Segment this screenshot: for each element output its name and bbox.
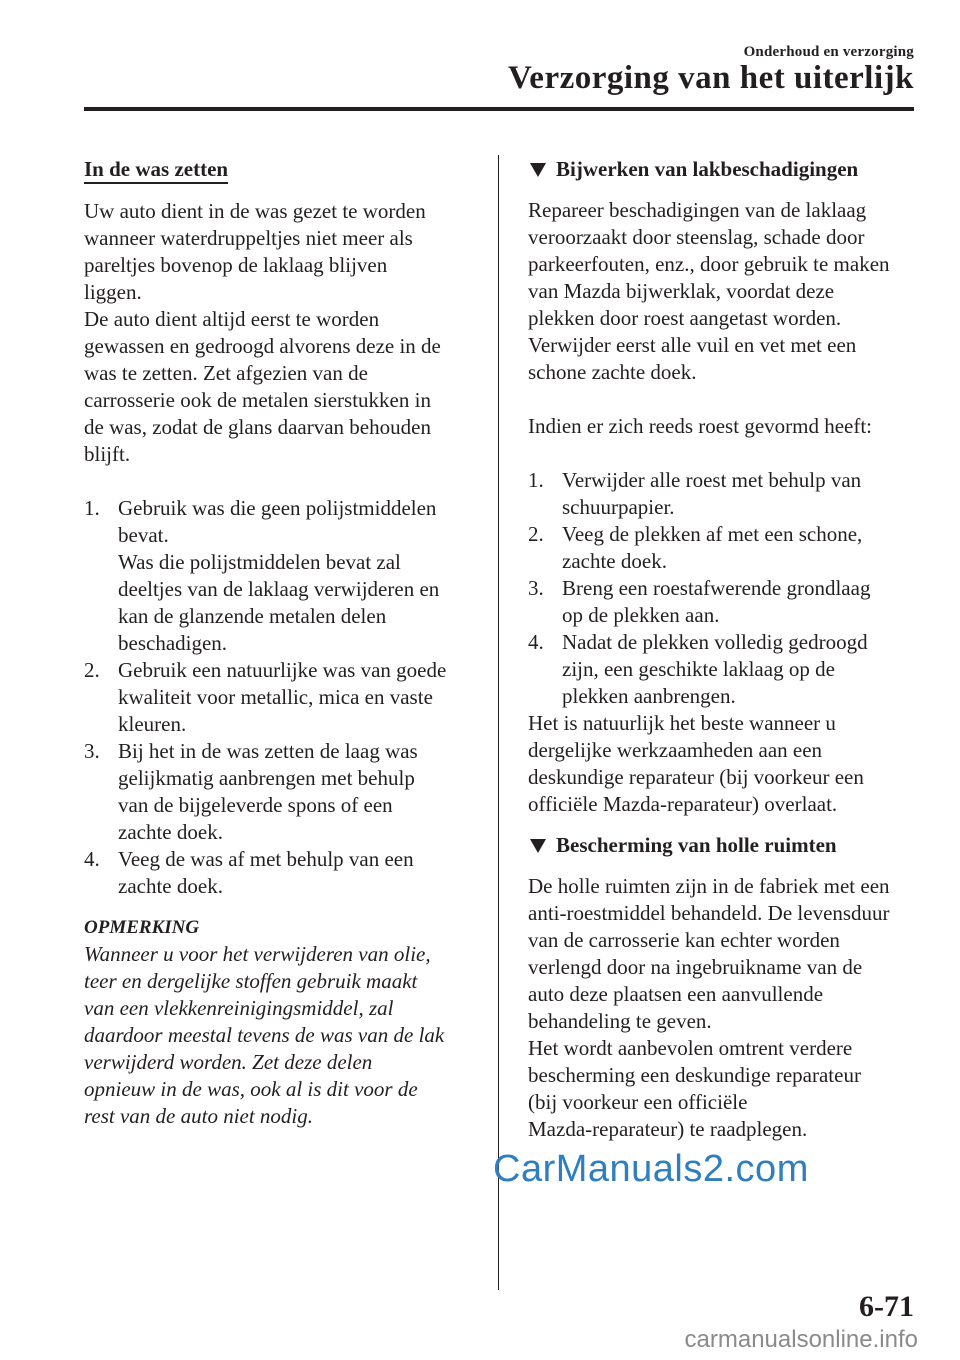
intro-paragraph — [84, 198, 476, 468]
step-number: 2. — [84, 658, 100, 682]
step-number: 3. — [84, 739, 100, 763]
note-title: OPMERKING — [84, 917, 200, 938]
right-column — [528, 156, 920, 1143]
waxing-steps-list — [84, 495, 476, 900]
text-line: carrosserie ook de metalen sierstukken in — [84, 388, 431, 412]
text-line: schuurpapier. — [562, 495, 675, 519]
footer-url: carmanualsonline.info — [684, 1326, 918, 1353]
text-line: van de bijgeleverde spons of een — [118, 793, 393, 817]
text-line: Mazda-reparateur) te raadplegen. — [528, 1117, 808, 1141]
down-triangle-icon — [530, 163, 546, 177]
text-line: Repareer beschadigingen van de laklaag — [528, 198, 867, 222]
text-line: De holle ruimten zijn in de fabriek met een — [528, 874, 890, 898]
list-item — [84, 738, 476, 846]
step-number: 3. — [528, 576, 544, 600]
header-section-title: Onderhoud en verzorging — [743, 44, 914, 60]
page-title: Verzorging van het uiterlijk — [508, 60, 914, 96]
text-line: liggen. — [84, 280, 142, 304]
text-line: op de plekken aan. — [562, 603, 720, 627]
text-line: bescherming een deskundige reparateur — [528, 1063, 861, 1087]
text-line: deskundige reparateur (bij voorkeur een — [528, 765, 864, 789]
text-line: De auto dient altijd eerst te worden — [84, 307, 380, 331]
step-number: 4. — [84, 847, 100, 871]
list-item — [84, 495, 476, 657]
section-heading-text: Bijwerken van lakbeschadigingen — [556, 157, 859, 181]
left-column — [84, 156, 476, 1130]
step-number: 1. — [528, 468, 544, 492]
text-line: plekken aanbrengen. — [562, 684, 736, 708]
text-line: deeltjes van de laklaag verwijderen en — [118, 577, 440, 601]
text-line: Gebruik een natuurlijke was van goede — [118, 658, 447, 682]
text-line: verwijderd worden. Zet deze delen — [84, 1050, 373, 1074]
text-line: Was die polijstmiddelen bevat zal — [118, 550, 401, 574]
text-line: opnieuw in de was, ook al is dit voor de — [84, 1077, 418, 1101]
text-line: Wanneer u voor het verwijderen van olie, — [84, 942, 431, 966]
text-line: was te zetten. Zet afgezien van de — [84, 361, 368, 385]
text-line: dergelijke werkzaamheden aan een — [528, 738, 823, 762]
list-item — [528, 467, 920, 521]
text-line: kan de glanzende metalen delen — [118, 604, 387, 628]
text-line: plekken door roest aangetast worden. — [528, 306, 842, 330]
list-item — [528, 575, 920, 629]
list-item — [84, 657, 476, 738]
paragraph — [528, 873, 920, 1143]
page-number: 6-71 — [859, 1290, 914, 1323]
text-line: Breng een roestafwerende grondlaag — [562, 576, 871, 600]
list-item — [84, 846, 476, 900]
text-line: behandeling te geven. — [528, 1009, 712, 1033]
text-line: verlengd door na ingebruikname van de — [528, 955, 863, 979]
text-line: Gebruik was die geen polijstmiddelen — [118, 496, 437, 520]
down-triangle-icon — [530, 839, 546, 853]
text-line: zachte doek. — [118, 874, 223, 898]
text-line: bevat. — [118, 523, 169, 547]
text-line: gewassen en gedroogd alvorens deze in de — [84, 334, 441, 358]
column-divider — [498, 155, 499, 1290]
text-line: Het is natuurlijk het beste wanneer u — [528, 711, 836, 735]
text-line: Veeg de plekken af met een schone, — [562, 522, 863, 546]
text-line: Verwijder eerst alle vuil en vet met een — [528, 333, 857, 357]
text-line: zijn, een geschikte laklaag op de — [562, 657, 835, 681]
text-line: van de carrosserie kan echter worden — [528, 928, 840, 952]
text-line: kleuren. — [118, 712, 187, 736]
text-line: auto deze plaatsen een aanvullende — [528, 982, 824, 1006]
text-line: blijft. — [84, 442, 131, 466]
text-line: de was, zodat de glans daarvan behouden — [84, 415, 431, 439]
list-item — [528, 629, 920, 710]
note-text — [84, 941, 476, 1130]
text-line: parkeerfouten, enz., door gebruik te maken — [528, 252, 890, 276]
paragraph — [528, 197, 920, 386]
subheading-in-de-was-zetten: In de was zetten — [84, 156, 228, 184]
step-number: 4. — [528, 630, 544, 654]
text-line: Nadat de plekken volledig gedroogd — [562, 630, 868, 654]
text-line: Bij het in de was zetten de laag was — [118, 739, 418, 763]
section-heading-holle-ruimten — [528, 832, 920, 859]
text-line: zachte doek. — [562, 549, 667, 573]
section-heading-bijwerken — [528, 156, 920, 183]
text-line: anti-roestmiddel behandeld. De levensduur — [528, 901, 890, 925]
text-line: officiële Mazda-reparateur) overlaat. — [528, 792, 838, 816]
text-line: Veeg de was af met behulp van een — [118, 847, 414, 871]
section-heading-text: Bescherming van holle ruimten — [556, 833, 837, 857]
text-line: pareltjes bovenop de laklaag blijven — [84, 253, 388, 277]
text-line: schone zachte doek. — [528, 360, 697, 384]
watermark: CarManuals2.com — [493, 1148, 809, 1190]
text-line: van Mazda bijwerklak, voordat deze — [528, 279, 835, 303]
text-line: teer en dergelijke stoffen gebruik maakt — [84, 969, 418, 993]
repair-steps-list — [528, 467, 920, 710]
text-line: Indien er zich reeds roest gevormd heeft: — [528, 414, 873, 438]
paragraph — [528, 710, 920, 818]
text-line: van een vlekkenreinigingsmiddel, zal — [84, 996, 394, 1020]
text-line: Verwijder alle roest met behulp van — [562, 468, 862, 492]
list-item — [528, 521, 920, 575]
text-line: daardoor meestal tevens de was van de lak — [84, 1023, 445, 1047]
text-line: beschadigen. — [118, 631, 228, 655]
step-number: 2. — [528, 522, 544, 546]
text-line: kwaliteit voor metallic, mica en vaste — [118, 685, 433, 709]
header-divider — [84, 107, 914, 111]
text-line: rest van de auto niet nodig. — [84, 1104, 314, 1128]
text-line: (bij voorkeur een officiële — [528, 1090, 748, 1114]
text-line: wanneer waterdruppeltjes niet meer als — [84, 226, 413, 250]
text-line: veroorzaakt door steenslag, schade door — [528, 225, 865, 249]
text-line: zachte doek. — [118, 820, 223, 844]
step-number: 1. — [84, 496, 100, 520]
text-line: Uw auto dient in de was gezet te worden — [84, 199, 426, 223]
text-line: Het wordt aanbevolen omtrent verdere — [528, 1036, 853, 1060]
text-line: gelijkmatig aanbrengen met behulp — [118, 766, 415, 790]
